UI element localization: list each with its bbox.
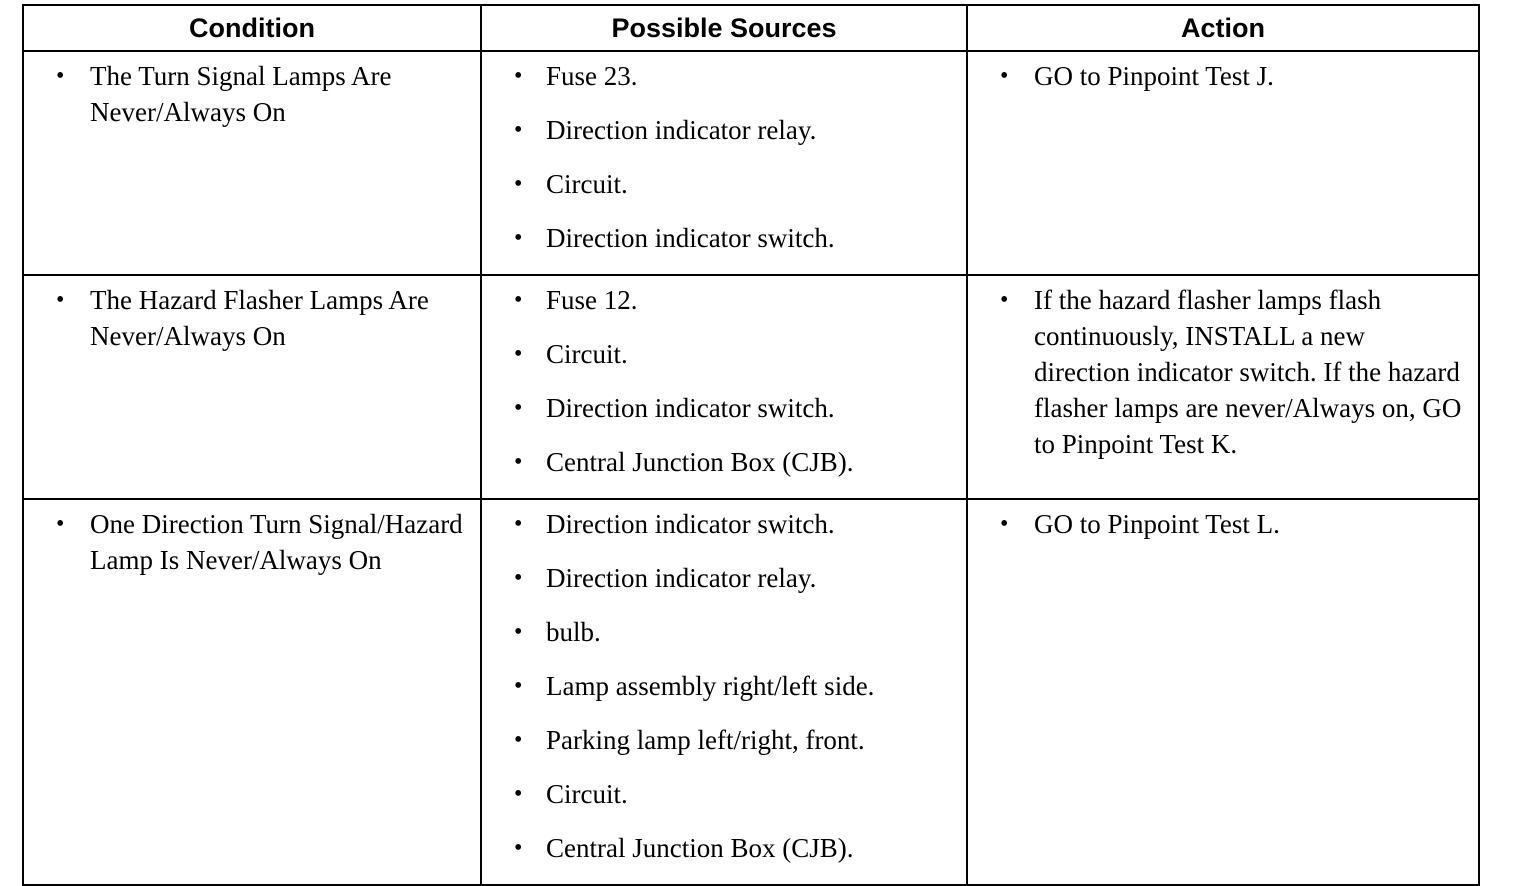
table-row <box>23 51 1479 275</box>
header-condition: Condition <box>23 5 481 51</box>
condition-cell <box>23 51 481 275</box>
source-item: • Direction indicator switch. <box>546 390 954 426</box>
table-row <box>23 275 1479 499</box>
source-item: • Circuit. <box>546 166 954 202</box>
action-cell <box>967 275 1479 499</box>
source-item: • Parking lamp left/right, front. <box>546 722 954 758</box>
header-action: Action <box>967 5 1479 51</box>
symptom-chart-table <box>22 4 1480 886</box>
source-item: • Direction indicator relay. <box>546 112 954 148</box>
action-text: • GO to Pinpoint Test L. <box>1034 506 1464 542</box>
source-item: • Fuse 12. <box>546 282 954 318</box>
header-possible-sources: Possible Sources <box>481 5 967 51</box>
source-item: • Direction indicator relay. <box>546 560 954 596</box>
table-row <box>23 499 1479 885</box>
sources-cell <box>481 499 967 885</box>
action-text: • GO to Pinpoint Test J. <box>1034 58 1464 94</box>
condition-cell <box>23 499 481 885</box>
source-item: • Direction indicator switch. <box>546 220 954 256</box>
action-cell <box>967 499 1479 885</box>
source-item: • Lamp assembly right/left side. <box>546 668 954 704</box>
condition-text: • The Turn Signal Lamps Are Never/Always On <box>90 58 468 130</box>
source-item: • Central Junction Box (CJB). <box>546 830 954 866</box>
source-item: • Circuit. <box>546 776 954 812</box>
source-item: • Central Junction Box (CJB). <box>546 444 954 480</box>
symptom-chart-page <box>22 4 1478 863</box>
condition-text: • One Direction Turn Signal/Hazard Lamp Is Never/Always On <box>90 506 468 578</box>
source-item: • Fuse 23. <box>546 58 954 94</box>
condition-cell <box>23 275 481 499</box>
source-item: • Circuit. <box>546 336 954 372</box>
source-item: • Direction indicator switch. <box>546 506 954 542</box>
header-row <box>23 5 1479 51</box>
action-cell <box>967 51 1479 275</box>
source-item: • bulb. <box>546 614 954 650</box>
sources-cell <box>481 275 967 499</box>
action-text: • If the hazard flasher lamps flash continuously, INSTALL a new direction indicator switch. If the hazard flasher lamps are never/Always on, GO to Pinpoint Test K. <box>1034 282 1464 462</box>
sources-cell <box>481 51 967 275</box>
condition-text: • The Hazard Flasher Lamps Are Never/Always On <box>90 282 468 354</box>
